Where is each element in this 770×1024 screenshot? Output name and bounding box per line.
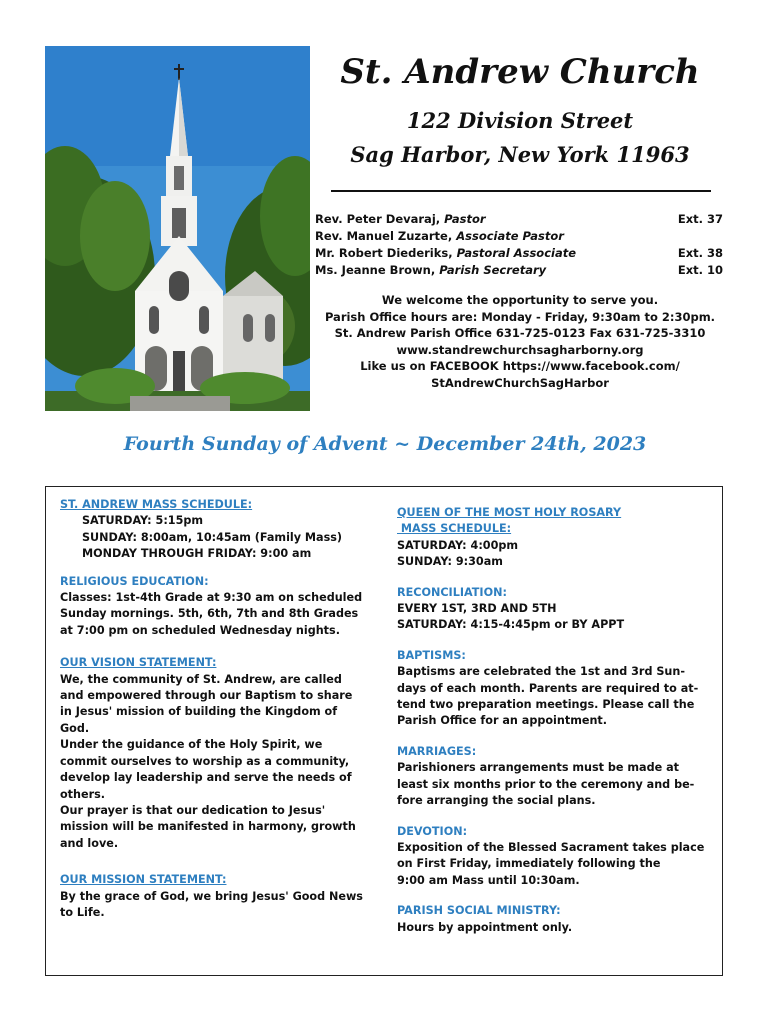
facebook-page[interactable]: StAndrewChurchSagHarbor [431, 375, 609, 390]
schedule-line: SATURDAY: 4:00pm [397, 538, 519, 552]
section-heading: OUR VISION STATEMENT: [60, 656, 217, 670]
office-phone: St. Andrew Parish Office 631-725-0123 Fax 631-725-3310 [334, 326, 706, 341]
body-line: fore arranging the social plans. [397, 794, 596, 808]
body-line: By the grace of God, we bring Jesus' Good News [60, 889, 363, 903]
staff-role: Pastoral Associate [456, 246, 577, 260]
section-heading: MARRIAGES: [397, 744, 477, 758]
body-line: days of each month. Parents are required to at- [397, 681, 699, 695]
devotion-section [397, 824, 715, 890]
body-line: tend two preparation meetings. Please call the [397, 698, 695, 712]
staff-name: Mr. Robert Diederiks, [315, 246, 453, 260]
church-name: St. Andrew Church [340, 52, 700, 92]
body-line: Parish Office for an appointment. [397, 714, 608, 728]
office-hours: Parish Office hours are: Monday - Friday, 9:30am to 2:30pm. [324, 309, 716, 324]
marriages-section [397, 744, 715, 810]
left-column [60, 497, 382, 932]
body-line: Baptisms are celebrated the 1st and 3rd Sun- [397, 665, 685, 679]
staff-name: Ms. Jeanne Brown, [315, 263, 436, 277]
body-line: least six months prior to the ceremony and be- [397, 777, 695, 791]
baptisms-section [397, 648, 715, 730]
body-line: 9:00 am Mass until 10:30am. [397, 873, 580, 887]
staff-role: Pastor [444, 212, 486, 226]
body-line: Parishioners arrangements must be made at [397, 761, 679, 775]
body-line: develop lay leadership and serve the needs of [60, 771, 352, 785]
staff-ext: Ext. 38 [677, 246, 723, 260]
body-line: in Jesus' mission of building the Kingdom of [60, 705, 338, 719]
mass-schedule-section [60, 497, 382, 563]
body-line: to Life. [60, 905, 105, 919]
body-line: Hours by appointment only. [397, 920, 573, 934]
staff-role: Associate Pastor [456, 229, 564, 243]
section-heading: QUEEN OF THE MOST HOLY ROSARY [397, 506, 622, 519]
schedule-box [45, 486, 723, 976]
body-line: We, the community of St. Andrew, are called [60, 672, 342, 686]
staff-list [315, 211, 723, 279]
body-line: commit ourselves to worship as a community, [60, 754, 350, 768]
mission-section [60, 872, 382, 921]
staff-row [315, 262, 723, 279]
body-line: God. [60, 721, 90, 735]
church-photo [45, 46, 310, 411]
staff-row [315, 245, 723, 262]
staff-ext: Ext. 10 [677, 263, 723, 277]
schedule-line: MONDAY THROUGH FRIDAY: 9:00 am [82, 547, 312, 561]
staff-row [315, 211, 723, 228]
schedule-line: SUNDAY: 8:00am, 10:45am (Family Mass) [82, 530, 343, 544]
body-line: Exposition of the Blessed Sacrament takes place [397, 840, 705, 854]
office-info [318, 292, 722, 392]
vision-section [60, 655, 382, 852]
body-line: mission will be manifested in harmony, growth [60, 820, 356, 834]
body-line: on First Friday, immediately following the [397, 857, 661, 871]
schedule-line: SATURDAY: 5:15pm [82, 514, 204, 528]
body-line: Our prayer is that our dedication to Jesus' [60, 803, 326, 817]
body-line: others. [60, 787, 106, 801]
body-line: at 7:00 pm on scheduled Wednesday nights. [60, 623, 340, 637]
facebook-link[interactable]: Like us on FACEBOOK https://www.facebook.com/ [360, 359, 680, 374]
staff-ext: Ext. 37 [677, 212, 723, 226]
religious-education-section [60, 574, 382, 640]
section-heading: OUR MISSION STATEMENT: [60, 873, 227, 887]
schedule-line: SUNDAY: 9:30am [397, 555, 503, 569]
rosary-mass-section [397, 505, 715, 571]
body-line: Sunday mornings. 5th, 6th, 7th and 8th Grades [60, 607, 359, 621]
section-heading: RELIGIOUS EDUCATION: [60, 574, 209, 588]
section-heading: BAPTISMS: [397, 648, 466, 662]
section-heading: PARISH SOCIAL MINISTRY: [397, 904, 561, 918]
schedule-line: EVERY 1ST, 3RD AND 5TH [397, 602, 557, 616]
street-address: 122 Division Street [406, 108, 634, 133]
section-heading: MASS SCHEDULE: [397, 522, 512, 536]
body-line: Under the guidance of the Holy Spirit, we [60, 738, 323, 752]
staff-role: Parish Secretary [439, 263, 547, 277]
section-heading: DEVOTION: [397, 824, 468, 838]
body-line: and love. [60, 836, 119, 850]
body-line: and empowered through our Baptism to share [60, 689, 353, 703]
body-line: Classes: 1st-4th Grade at 9:30 am on scheduled [60, 591, 363, 605]
city-address: Sag Harbor, New York 11963 [350, 142, 690, 167]
section-heading: ST. ANDREW MASS SCHEDULE: [60, 498, 253, 511]
staff-name: Rev. Manuel Zuzarte, [315, 229, 453, 243]
welcome-text: We welcome the opportunity to serve you. [381, 293, 659, 307]
schedule-line: SATURDAY: 4:15-4:45pm or BY APPT [397, 618, 625, 632]
right-column [397, 497, 715, 947]
website-link[interactable]: www.standrewchurchsagharborny.org [396, 342, 644, 357]
staff-row [315, 228, 723, 245]
reconciliation-section [397, 585, 715, 634]
header-divider [331, 190, 711, 192]
sunday-heading: Fourth Sunday of Advent ~ December 24th, 2023 [123, 433, 647, 455]
section-heading: RECONCILIATION: [397, 585, 507, 599]
social-ministry-section [397, 903, 715, 936]
staff-name: Rev. Peter Devaraj, [315, 212, 441, 226]
